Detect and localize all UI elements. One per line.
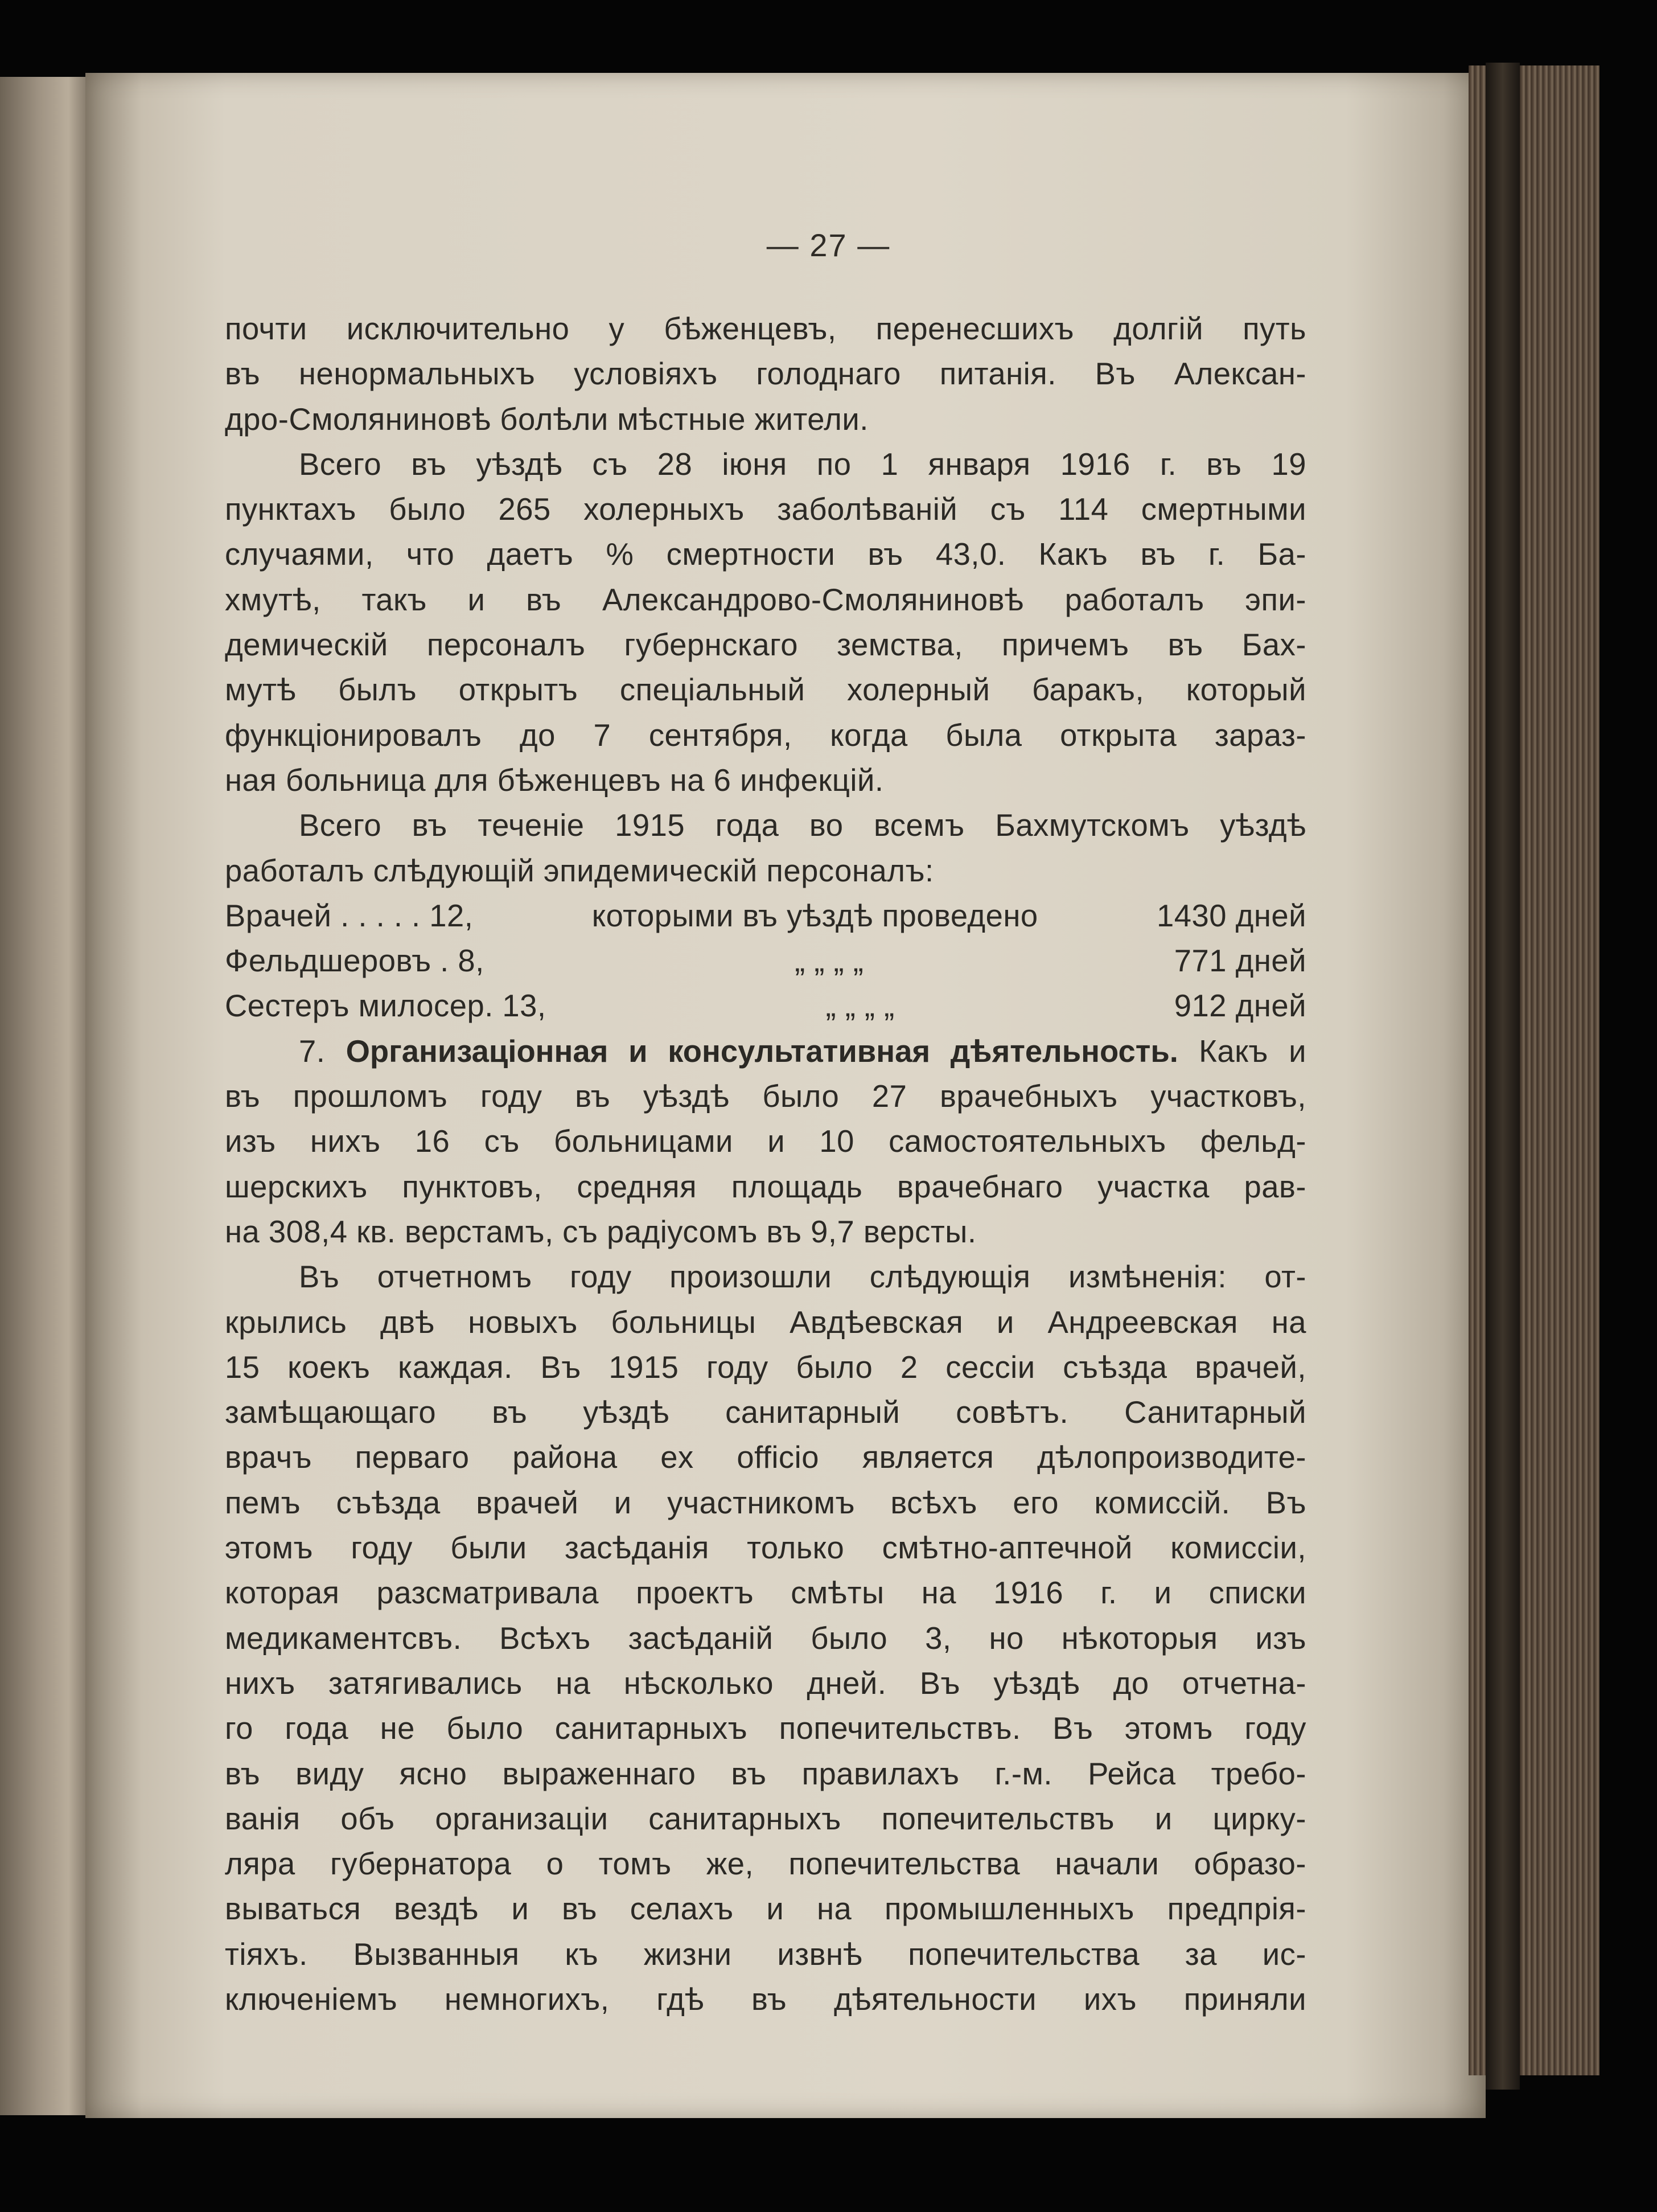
text-line: мутѣ былъ открытъ спеціальный холерный баракъ, который: [225, 672, 1306, 708]
text-line: пунктахъ было 265 холерныхъ заболѣваній съ 114 смертными: [225, 492, 1306, 527]
section-first-line: Какъ и: [1199, 1033, 1307, 1069]
text-line: которая разсматривала проектъ смѣты на 1916 г. и списки: [225, 1575, 1306, 1611]
text-line: на 308,4 кв. верстамъ, съ радіусомъ въ 9,7 версты.: [225, 1214, 977, 1249]
staff-days: 912 дней: [1174, 988, 1306, 1024]
text-line: изъ нихъ 16 съ больницами и 10 самостоятельныхъ фельд-: [225, 1124, 1306, 1159]
page-gutter-shadow: [1486, 63, 1520, 2090]
section-heading: Организаціонная и консультативная дѣятельность.: [346, 1033, 1178, 1069]
text-line: въ прошломъ году въ уѣздѣ было 27 врачебныхъ участковъ,: [225, 1079, 1306, 1114]
text-line: Всего въ теченіе 1915 года во всемъ Бахмутскомъ уѣздѣ: [299, 808, 1306, 843]
text-line: почти исключительно у бѣженцевъ, перенесшихъ долгій путь: [225, 311, 1306, 346]
facing-page-edge: [0, 77, 85, 2115]
text-line: Въ отчетномъ году произошли слѣдующія измѣненія: от-: [299, 1259, 1306, 1295]
staff-row: [225, 938, 1306, 983]
text-line: дро-Смоляниновѣ болѣли мѣстные жители.: [225, 401, 869, 437]
text-line: тіяхъ. Вызванныя къ жизни извнѣ попечительства за ис-: [225, 1936, 1306, 1972]
staff-row: [225, 983, 1306, 1028]
text-line: въ виду ясно выраженнаго въ правилахъ г.-м. Рейса требо-: [225, 1756, 1306, 1791]
text-line: функціонировалъ до 7 сентября, когда была открыта зараз-: [225, 717, 1306, 753]
body-text: [225, 306, 1306, 2022]
text-line: врачъ перваго района ex officio является дѣлопроизводите-: [225, 1440, 1306, 1475]
staff-text: которыми въ уѣздѣ проведено: [591, 898, 1038, 933]
text-line: пемъ съѣзда врачей и участникомъ всѣхъ его комиссій. Въ: [225, 1485, 1306, 1520]
text-line: медикаментсвъ. Всѣхъ засѣданій было 3, но нѣкоторыя изъ: [225, 1620, 1306, 1656]
text-line: ключеніемъ немногихъ, гдѣ въ дѣятельности ихъ приняли: [225, 1981, 1306, 2017]
text-line: работалъ слѣдующій эпидемическій персоналъ:: [225, 853, 934, 888]
text-line: вываться вездѣ и въ селахъ и на промышленныхъ предпрія-: [225, 1891, 1306, 1927]
staff-days: 1430 дней: [1156, 898, 1306, 933]
text-line: крылись двѣ новыхъ больницы Авдѣевская и Андреевская на: [225, 1304, 1306, 1340]
text-line: го года не было санитарныхъ попечительствъ. Въ этомъ году: [225, 1711, 1306, 1746]
staff-row: [225, 893, 1306, 938]
text-line: шерскихъ пунктовъ, средняя площадь врачебнаго участка рав-: [225, 1169, 1306, 1204]
section-number: 7.: [299, 1033, 326, 1069]
text-line: демическій персоналъ губернскаго земства, причемъ въ Бах-: [225, 627, 1306, 663]
text-line: случаями, что даетъ % смертности въ 43,0. Какъ въ г. Ба-: [225, 537, 1306, 572]
staff-text: „ „ „ „: [795, 943, 864, 979]
staff-label: Сестеръ милосер. 13,: [225, 988, 546, 1024]
text-line: этомъ году были засѣданія только смѣтно-аптечной комиссіи,: [225, 1530, 1306, 1566]
text-line: ная больница для бѣженцевъ на 6 инфекцій.: [225, 762, 884, 798]
text-line: нихъ затягивались на нѣсколько дней. Въ уѣздѣ до отчетна-: [225, 1665, 1306, 1701]
section-heading-line: [225, 1029, 1306, 1074]
text-line: Всего въ уѣздѣ съ 28 іюня по 1 января 1916 г. въ 19: [299, 446, 1306, 482]
text-line: ляра губернатора о томъ же, попечительства начали образо-: [225, 1846, 1306, 1882]
text-line: хмутѣ, такъ и въ Александрово-Смоляниновѣ работалъ эпи-: [225, 582, 1306, 617]
staff-label: Фельдшеровъ . 8,: [225, 943, 484, 979]
text-line: въ ненормальныхъ условіяхъ голоднаго питанія. Въ Алексан-: [225, 356, 1306, 392]
staff-days: 771 дней: [1174, 943, 1306, 979]
text-line: ванія объ организаціи санитарныхъ попечительствъ и цирку-: [225, 1801, 1306, 1836]
staff-label: Врачей . . . . . 12,: [225, 898, 474, 933]
text-line: замѣщающаго въ уѣздѣ санитарный совѣтъ. Санитарный: [225, 1395, 1306, 1430]
text-line: 15 коекъ каждая. Въ 1915 году было 2 сессіи съѣзда врачей,: [225, 1349, 1306, 1385]
page-number: — 27 —: [766, 227, 891, 263]
staff-text: „ „ „ „: [825, 988, 895, 1024]
